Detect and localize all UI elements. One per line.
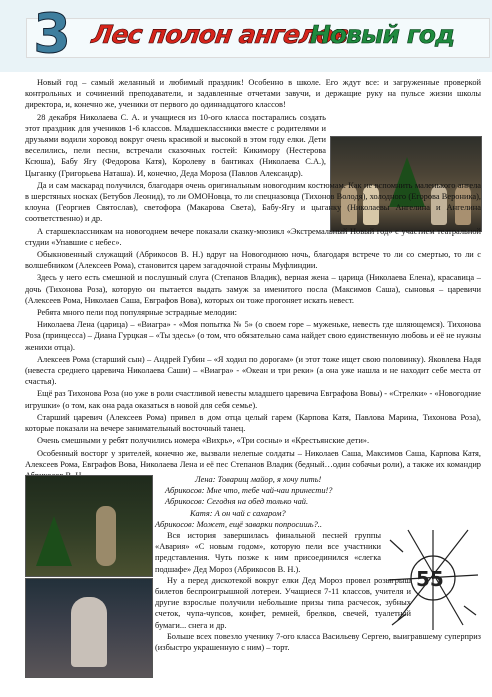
paragraph: Обыкновенный служащий (Абрикосов В. Н.) вдруг на Новогоднюю ночь, благодаря встрече то ли со смертью, то ли с волшебником (Алексеев Рома), становится царем загадочной страны Муфлиндии. xyxy=(25,250,481,271)
dialogue-line: Лена: Товарищ майор, я хочу пить! xyxy=(195,475,322,484)
santa-photo xyxy=(25,578,153,678)
paragraph: 28 декабря Николаева С. А. и учащиеся из 10-ого класса постарались создать этот праздник для учеников 1-6 классов. Младшеклассники вместе с родителями и друзьями водили хоровод вокруг очень красивой и высокой в этом году елки. Дети веселились, пели песни, встречали сказочных гостей: Кикимору (Нестерова Ксюша), Бабу Ягу (Федорова Катя), Королеву в бантиках (Николаева С.А.), Цыганку (Григорьева Наташа). И, конечно, Деда Мороза (Павлов Александр). xyxy=(25,112,326,178)
article-body xyxy=(25,77,481,482)
paragraph: Ещё раз Тихонова Роза (но уже в роли счастливой невесты младшего царевича Евграфова Вовы) - «Стрелки» - «Новогодние игрушки» (о том, как она рада оказаться в новой для себя семье). xyxy=(25,389,481,410)
paragraph: Больше всех повезло ученику 7-ого класса Васильеву Сергею, выигравшему суперприз (избыстро украшенную с ним) – торт. xyxy=(155,631,481,653)
paragraph: Да и сам маскарад получился, благодаря очень оригинальным новогодним костюмам. Как не вспомнить маленького ангела в шерстяных носках (Бетубов Леонид), то ли ОМОНовца, то ли спецназовца (Тихонов Володя), холодного (Егорова Вероника), клоуна (Георгиев Святослав), светофора (Макарова Света), Бабу-Ягу и цыганку (Николаевы Ангелина и Ангелина соответственно) и др. xyxy=(25,180,481,224)
paragraph: Старший царевич (Алексеев Рома) привел в дом отца целый гарем (Карпова Катя, Павлова Марина, Тихонова Роза), которые показали на вечере занимательный восточный танец. xyxy=(25,412,481,434)
paragraph: Ну а перед дискотекой вокруг елки Дед Мороз провел розыгрыш билетов беспроигрышной лотереи. Учащиеся 7-11 классов, учителя и другие взрослые получили небольшие призы типа расчесок, зубных счеток, чупа-чупсов, конфет, ремней, брелков, свечей, туалетной бумаги... снега и др. xyxy=(155,575,411,630)
dialogue-line: Абрикосов: Сегодня на обед только чай. xyxy=(165,497,309,507)
page-header xyxy=(0,0,492,72)
paragraph: Особенный восторг у зрителей, конечно же, вызвали нелепые солдаты – Николаев Саша, Максимов Саша, Карпова Катя, Алексеев Рома, Евграфов Вова, Николаева Лена и её пес Степанов Владик (бедный…один собачьи роли), а также их командир xyxy=(25,448,481,469)
issue-number-badge xyxy=(24,2,80,65)
santa-figure xyxy=(71,597,107,667)
paragraph: Новый год – самый желанный и любимый праздник! Особенно в школе. Его ждут все: и загруженные проверкой контрольных и сочинений преподаватели, и задавленные отчетами завучи, и держащие руку на пульсе жизни школы директора, и, конечно же, ученики от первого до одиннадцатого классов! xyxy=(25,78,481,110)
stage-photo xyxy=(25,475,153,577)
performer-figure xyxy=(96,506,116,566)
dialogue-line: Катя: А он чай с сахаром? xyxy=(190,508,286,518)
section-title: Новый год xyxy=(310,20,455,49)
article-title: Лес полон ангелов xyxy=(89,20,350,49)
paragraph: Николаева Лена (царица) – «Виагра» - «Моя попытка № 5» (о своем горе – муженьке, невесть где шляющемся). Тихонова Роза (принцесса) – Диана Гурцкая – «Ты здесь» (о том, что обязательно сама найдет свою единственную любовь и её не нужны женихи отца). xyxy=(25,320,481,352)
snowflake-year-illustration xyxy=(378,510,488,650)
dialogue-line: Абрикосов: Может, ещё заварки попросишь?.. xyxy=(155,519,322,529)
paragraph: Алексеев Рома (старший сын) – Андрей Губин – «Я ходил по дорогам» (и этот тоже ищет свою половинку). Яковлева Надя (невеста среднего царевича Николаева Саши) – «Виагра» - «Океан и три реки» (а она уже нашла и не находит себе места от счастья). xyxy=(25,354,481,387)
dialogue-line: Абрикосов: Мне что, тебе чай-чаи принести!? xyxy=(165,486,333,496)
paragraph: Вся история завершилась финальной песней группы «Авария» «С новым годом», которую пели все участники представления. Чуть позже к ним присоединился «слегка подшафе» Дед Мороз (Абрикосов В. Н.). xyxy=(155,531,381,574)
paragraph: Очень смешными у ребят получились номера «Вихрь», «Три сосны» и «Крестьянские дети». xyxy=(37,436,370,446)
paragraph: Здесь у него есть смешной и послушный слуга (Степанов Владик), верная жена – царица (Николаева Елена), красавица – дочь (Тихонова Роза), которую он пытается выдать замуж за именитого посла (Максимов Саша), сыновья – царевичи (Алексеев Рома, Николаев Саша, Евграфов Вова), которых он тоже прогоняет искать невест. xyxy=(25,273,481,305)
issue-number: 3 xyxy=(33,2,71,65)
paragraph: Ребята много пели под популярные эстрадные мелодии: xyxy=(37,308,237,318)
paragraph: А старшеклассникам на новогоднем вечере показали сказку-мюзикл «Экстремальный Новый год» с участием театральной студии «Упавшие с небес». xyxy=(25,226,481,247)
christmas-tree-shape xyxy=(36,516,72,566)
svg-text:55: 55 xyxy=(416,567,444,591)
